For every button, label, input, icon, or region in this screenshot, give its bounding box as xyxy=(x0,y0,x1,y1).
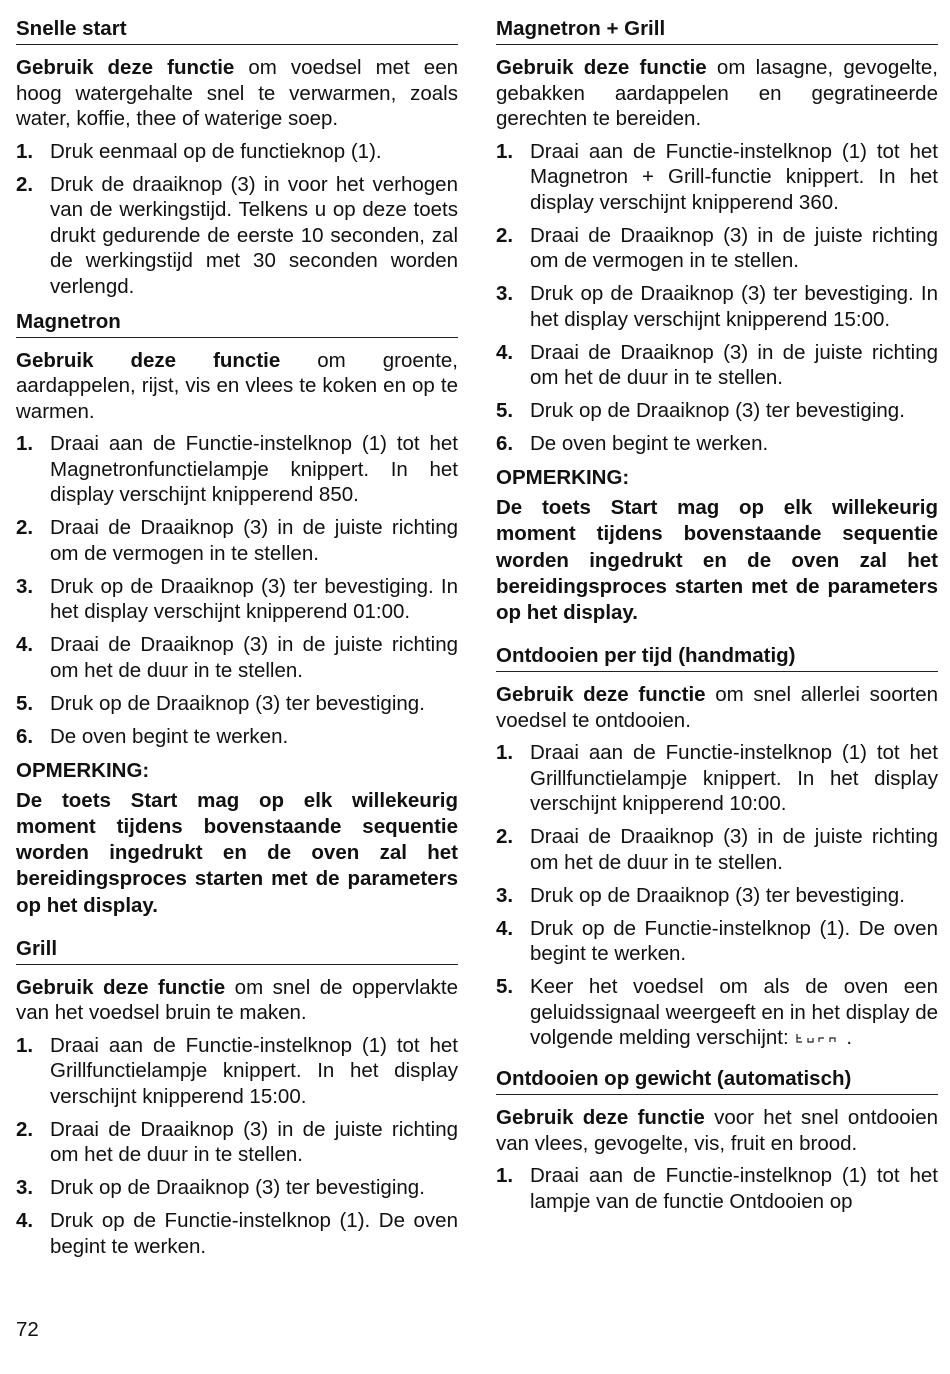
section-title-ontdooien-gewicht: Ontdooien op gewicht (automatisch) xyxy=(496,1064,938,1095)
step-item xyxy=(16,691,458,717)
step-item xyxy=(16,172,458,300)
step-text: Draai de Draaiknop (3) in de juiste richting om de vermogen in te stellen. xyxy=(50,516,458,565)
step-number: 4. xyxy=(496,340,514,364)
step-end: . xyxy=(846,1026,853,1050)
step-text: Druk op de Draaiknop (3) ter bevestiging. xyxy=(530,883,905,907)
step-item xyxy=(16,632,458,683)
step-text: Druk op de Functie-instelknop (1). De oven begint te werken. xyxy=(50,1209,458,1258)
intro-bold: Gebruik deze functie xyxy=(496,1106,705,1130)
step-item xyxy=(496,398,938,424)
intro-bold: Gebruik deze functie xyxy=(496,683,706,707)
step-number: 1. xyxy=(16,432,34,455)
step-item xyxy=(496,281,938,332)
section-intro xyxy=(496,682,938,733)
step-text: Druk op de Draaiknop (3) ter bevestiging. In het display verschijnt knipperend 01:00. xyxy=(50,574,458,623)
step-item xyxy=(496,974,938,1051)
step-text: Druk op de Draaiknop (3) ter bevestiging. In het display verschijnt knipperend 15:00. xyxy=(530,282,938,331)
step-list xyxy=(16,431,458,749)
step-item xyxy=(16,1175,458,1201)
step-text: Draai de Draaiknop (3) in de juiste richting om het de duur in te stellen. xyxy=(50,633,458,682)
step-list xyxy=(496,1163,938,1214)
section-title-ontdooien-tijd: Ontdooien per tijd (handmatig) xyxy=(496,641,938,672)
step-number: 1. xyxy=(496,741,514,765)
step-number: 5. xyxy=(16,691,34,715)
step-item xyxy=(16,1117,458,1168)
step-text: Draai de Draaiknop (3) in de juiste richting om het de duur in te stellen. xyxy=(50,1117,458,1167)
step-number: 6. xyxy=(16,724,34,748)
step-item xyxy=(16,515,458,566)
section-title-magnetron: Magnetron xyxy=(16,307,458,338)
step-number: 2. xyxy=(496,223,514,247)
intro-text: om lasagne, gevogelte, gebakken aardappelen en gegratineerde gerechten te bereiden. xyxy=(496,56,938,130)
intro-bold: Gebruik deze functie xyxy=(16,56,235,79)
step-item xyxy=(496,916,938,967)
step-text: Druk eenmaal op de functieknop (1). xyxy=(50,139,382,163)
step-number: 4. xyxy=(16,1209,34,1233)
step-text: Draai de Draaiknop (3) in de juiste richting om het de duur in te stellen. xyxy=(530,825,938,874)
step-text: Draai aan de Functie-instelknop (1) tot het lampje van de functie Ontdooien op xyxy=(530,1164,938,1213)
step-text: Druk op de Draaiknop (3) ter bevestiging. xyxy=(50,691,425,715)
section-intro xyxy=(496,1105,938,1156)
step-list xyxy=(496,139,938,457)
step-number: 1. xyxy=(16,1033,34,1057)
step-list xyxy=(496,740,938,1051)
step-number: 2. xyxy=(496,825,514,849)
intro-text: om voedsel met een hoog watergehalte snel te verwarmen, zoals water, koffie, thee of waterige soep. xyxy=(16,56,458,130)
step-item xyxy=(496,340,938,391)
step-item xyxy=(496,824,938,875)
note-body: De toets Start mag op elk willekeurig moment tijdens bovenstaande sequentie worden ingedrukt en de oven zal het bereidingsproces starten met de parameters op het display. xyxy=(496,496,938,625)
step-number: 3. xyxy=(16,1176,34,1200)
section-intro xyxy=(16,55,458,132)
intro-text: voor het snel ontdooien van vlees, gevogelte, vis, fruit en brood. xyxy=(496,1106,938,1155)
step-text: Draai de Draaiknop (3) in de juiste richting om de vermogen in te stellen. xyxy=(530,223,938,272)
step-list xyxy=(16,139,458,300)
section-title-magnetron-grill: Magnetron + Grill xyxy=(496,14,938,45)
step-number: 1. xyxy=(496,139,514,163)
step-number: 4. xyxy=(496,916,514,940)
step-text: De oven begint te werken. xyxy=(530,432,769,455)
step-list xyxy=(16,1033,458,1260)
step-text: Draai aan de Functie-instelknop (1) tot het Grillfunctielampje knippert. In het display verschijnt knipperend 15:00. xyxy=(50,1033,458,1108)
right-column xyxy=(496,14,938,1222)
note-body: De toets Start mag op elk willekeurig moment tijdens bovenstaande sequentie worden ingedrukt en de oven zal het bereidingsproces starten met de parameters op het display. xyxy=(16,788,458,917)
section-intro xyxy=(16,975,458,1026)
step-item xyxy=(496,431,938,457)
step-item xyxy=(16,574,458,625)
note-heading: OPMERKING: xyxy=(16,758,150,782)
page-number: 72 xyxy=(16,1318,39,1341)
step-text: Draai aan de Functie-instelknop (1) tot het Grillfunctielampje knippert. In het display verschijnt knipperend 10:00. xyxy=(530,741,938,816)
intro-bold: Gebruik deze functie xyxy=(16,975,226,999)
step-item xyxy=(16,431,458,508)
step-text: De oven begint te werken. xyxy=(50,724,289,748)
step-number: 1. xyxy=(496,1164,514,1188)
step-text: Draai de Draaiknop (3) in de juiste richting om het de duur in te stellen. xyxy=(530,340,938,389)
section-title-snelle-start: Snelle start xyxy=(16,14,458,45)
step-text: Druk op de Draaiknop (3) ter bevestiging. xyxy=(530,399,905,422)
section-intro xyxy=(496,55,938,132)
step-item xyxy=(16,724,458,750)
step-item xyxy=(496,1163,938,1214)
intro-bold: Gebruik deze functie xyxy=(16,348,281,372)
intro-text: om snel allerlei soorten voedsel te ontdooien. xyxy=(496,683,938,732)
step-item xyxy=(496,883,938,909)
step-number: 1. xyxy=(16,139,34,163)
intro-text: om groente, aardappelen, rijst, vis en vlees te koken en op te warmen. xyxy=(16,348,458,423)
intro-text: om snel de oppervlakte van het voedsel bruin te maken. xyxy=(16,975,458,1025)
step-number: 3. xyxy=(16,574,34,598)
step-text: Draai aan de Functie-instelknop (1) tot het Magnetronfunctielampje knippert. In het display verschijnt knipperend 850. xyxy=(50,432,458,506)
step-text: Druk de draaiknop (3) in voor het verhogen van de werkingstijd. Telkens u op deze toets drukt gedurende de eerste 10 seconden, zal de werkingstijd met 30 seconden worden verlengd. xyxy=(50,172,458,298)
note-heading: OPMERKING: xyxy=(496,466,630,489)
section-title-grill: Grill xyxy=(16,934,458,965)
step-number: 6. xyxy=(496,432,514,455)
step-item xyxy=(16,1208,458,1259)
step-text: Draai aan de Functie-instelknop (1) tot het Magnetron + Grill-functie knippert. In het display verschijnt knipperend 360. xyxy=(530,139,938,214)
left-column xyxy=(16,14,458,1267)
step-number: 5. xyxy=(496,399,514,422)
step-number: 2. xyxy=(16,516,34,539)
step-text: Druk op de Functie-instelknop (1). De oven begint te werken. xyxy=(530,916,938,966)
step-item xyxy=(496,139,938,216)
step-number: 2. xyxy=(16,1117,34,1141)
step-item xyxy=(496,223,938,274)
step-number: 2. xyxy=(16,172,34,196)
step-item xyxy=(16,139,458,165)
step-number: 3. xyxy=(496,282,514,305)
step-item xyxy=(496,740,938,817)
step-number: 5. xyxy=(496,975,514,999)
step-text: Keer het voedsel om als de oven een geluidssignaal weergeeft en in het display de volgende melding verschijnt: xyxy=(530,975,938,1050)
step-number: 4. xyxy=(16,633,34,656)
step-text: Druk op de Draaiknop (3) ter bevestiging. xyxy=(50,1176,425,1200)
step-item xyxy=(16,1033,458,1110)
intro-bold: Gebruik deze functie xyxy=(496,56,707,79)
lcd-turn-display xyxy=(794,1032,846,1044)
step-number: 3. xyxy=(496,883,514,907)
section-intro xyxy=(16,348,458,425)
